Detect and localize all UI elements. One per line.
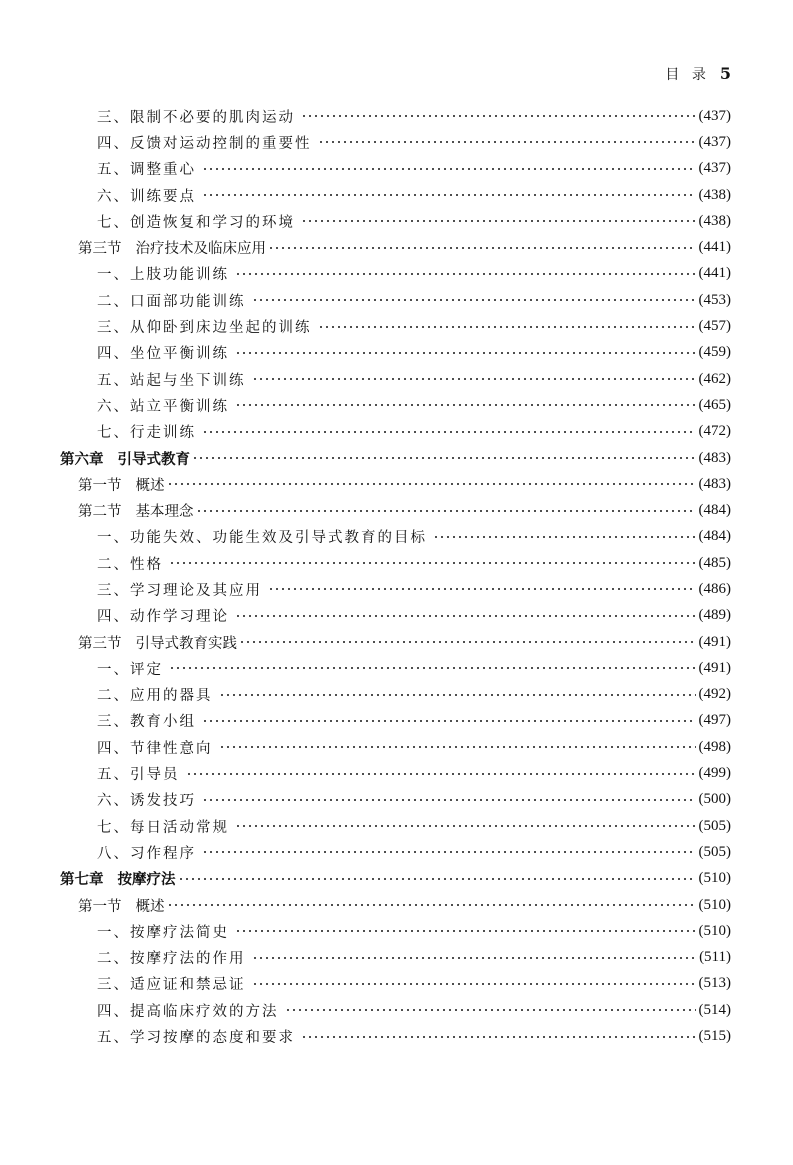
toc-chapter-entry[interactable]: [60, 866, 731, 892]
toc-item-entry[interactable]: [60, 261, 731, 287]
toc-item-entry[interactable]: [60, 734, 731, 760]
section-title: 引导式教育实践: [135, 635, 237, 652]
dot-leader: [239, 641, 696, 643]
toc-page-number: (462): [698, 370, 731, 387]
chapter-title: 引导式教育: [117, 451, 190, 468]
toc-entry-label: 二、应用的器具: [97, 688, 213, 705]
toc-entry-label: 五、调整重心: [97, 162, 196, 179]
dot-leader: [252, 378, 696, 380]
dot-leader: [252, 983, 696, 985]
toc-entry-label: 四、坐位平衡训练: [97, 346, 229, 363]
toc-entry-label: 三、教育小组: [97, 714, 196, 731]
toc-entry-label: [60, 448, 190, 469]
toc-chapter-entry[interactable]: [60, 445, 731, 471]
toc-entry-label: [78, 474, 165, 495]
toc-entry-label: 一、上肢功能训练: [97, 267, 229, 284]
toc-entry-label: 七、每日活动常规: [97, 819, 229, 836]
toc-item-entry[interactable]: [60, 419, 731, 445]
toc-entry-label: 三、学习理论及其应用: [97, 582, 262, 599]
dot-leader: [202, 168, 696, 170]
dot-leader: [186, 773, 696, 775]
section-title: 治疗技术及临床应用: [135, 241, 266, 258]
toc-item-entry[interactable]: [60, 682, 731, 708]
toc-item-entry[interactable]: [60, 997, 731, 1023]
dot-leader: [235, 404, 696, 406]
toc-page-number: (437): [698, 160, 731, 177]
dot-leader: [219, 694, 696, 696]
toc-item-entry[interactable]: [60, 839, 731, 865]
toc-entry-label: 七、创造恢复和学习的环境: [97, 214, 295, 231]
toc-page-number: (484): [698, 502, 731, 519]
toc-item-entry[interactable]: [60, 918, 731, 944]
toc-page-number: (438): [698, 186, 731, 203]
toc-page-number: (510): [698, 896, 731, 913]
toc-entry-label: [78, 632, 237, 653]
toc-item-entry[interactable]: [60, 971, 731, 997]
chapter-number: 第六章: [60, 451, 104, 468]
dot-leader: [167, 904, 696, 906]
toc-entry-label: 四、节律性意向: [97, 740, 213, 757]
toc-page-number: (514): [698, 1001, 731, 1018]
toc-item-entry[interactable]: [60, 182, 731, 208]
section-title: 基本理念: [135, 504, 194, 521]
toc-page-number: (472): [698, 423, 731, 440]
running-header: [665, 64, 731, 84]
toc-entry-label: [78, 237, 266, 258]
toc-page-number: (438): [698, 212, 731, 229]
toc-item-entry[interactable]: [60, 813, 731, 839]
toc-page-number: (492): [698, 686, 731, 703]
dot-leader: [202, 720, 696, 722]
dot-leader: [167, 483, 696, 485]
dot-leader: [202, 851, 696, 853]
toc-entry-label: 五、站起与坐下训练: [97, 372, 246, 389]
dot-leader: [178, 878, 696, 880]
dot-leader: [318, 326, 696, 328]
toc-entry-label: 一、评定: [97, 661, 163, 678]
dot-leader: [318, 141, 696, 143]
toc-entry-label: 二、口面部功能训练: [97, 293, 246, 310]
section-title: 概述: [135, 898, 165, 915]
dot-leader: [235, 273, 696, 275]
dot-leader: [196, 510, 696, 512]
toc-item-entry[interactable]: [60, 313, 731, 339]
toc-entry-label: 五、学习按摩的态度和要求: [97, 1030, 295, 1047]
toc-page-number: (498): [698, 738, 731, 755]
toc-page-number: (515): [698, 1028, 731, 1045]
dot-leader: [252, 299, 696, 301]
toc-page-number: (510): [698, 922, 731, 939]
toc-entry-label: [78, 895, 165, 916]
dot-leader: [202, 194, 696, 196]
toc-item-entry[interactable]: [60, 392, 731, 418]
toc-page-number: (510): [698, 870, 731, 887]
toc-entry-label: 四、反馈对运动控制的重要性: [97, 135, 312, 152]
toc-entry-label: 七、行走训练: [97, 425, 196, 442]
toc-item-entry[interactable]: [60, 287, 731, 313]
dot-leader: [202, 431, 696, 433]
toc-entry-label: 四、提高临床疗效的方法: [97, 1003, 279, 1020]
toc-page-number: (483): [698, 475, 731, 492]
toc-item-entry[interactable]: [60, 524, 731, 550]
toc-page-number: (465): [698, 396, 731, 413]
toc-item-entry[interactable]: [60, 156, 731, 182]
dot-leader: [301, 1036, 696, 1038]
section-number: 第一节: [78, 898, 122, 915]
toc-entry-label: 四、动作学习理论: [97, 609, 229, 626]
toc-page-number: (441): [698, 239, 731, 256]
dot-leader: [301, 220, 696, 222]
toc-page-number: (511): [699, 949, 731, 966]
toc-page-number: (459): [698, 344, 731, 361]
toc-item-entry[interactable]: [60, 576, 731, 602]
dot-leader: [285, 1009, 696, 1011]
toc-item-entry[interactable]: [60, 603, 731, 629]
toc-entry-label: 六、训练要点: [97, 188, 196, 205]
toc-page-number: (485): [698, 554, 731, 571]
dot-leader: [235, 930, 696, 932]
toc-item-entry[interactable]: [60, 208, 731, 234]
toc-item-entry[interactable]: [60, 708, 731, 734]
toc-item-entry[interactable]: [60, 550, 731, 576]
toc-item-entry[interactable]: [60, 945, 731, 971]
section-number: 第三节: [78, 241, 122, 258]
dot-leader: [235, 352, 696, 354]
toc-item-entry[interactable]: [60, 1023, 731, 1049]
toc-page-number: (441): [698, 265, 731, 282]
section-number: 第三节: [78, 635, 122, 652]
header-title: 目 录: [665, 67, 710, 83]
dot-leader: [192, 457, 696, 459]
toc-section-entry[interactable]: [60, 497, 731, 523]
toc-item-entry[interactable]: [60, 655, 731, 681]
toc-entry-label: 一、按摩疗法简史: [97, 924, 229, 941]
toc-entry-label: 二、性格: [97, 556, 163, 573]
chapter-number: 第七章: [60, 872, 104, 889]
toc-section-entry[interactable]: [60, 629, 731, 655]
toc-page-number: (489): [698, 607, 731, 624]
toc-section-entry[interactable]: [60, 234, 731, 260]
toc-entry-label: 五、引导员: [97, 767, 180, 784]
toc-item-entry[interactable]: [60, 340, 731, 366]
toc-page-number: (491): [698, 659, 731, 676]
toc-entry-label: 一、功能失效、功能生效及引导式教育的目标: [97, 530, 427, 547]
toc-page-number: (437): [698, 107, 731, 124]
section-number: 第二节: [78, 504, 122, 521]
dot-leader: [219, 746, 696, 748]
toc-item-entry[interactable]: [60, 103, 731, 129]
chapter-title: 按摩疗法: [117, 872, 176, 889]
toc-item-entry[interactable]: [60, 129, 731, 155]
toc-page-number: (505): [698, 817, 731, 834]
toc-page-number: (437): [698, 133, 731, 150]
toc-entry-label: [78, 500, 194, 521]
toc-page-number: (491): [698, 633, 731, 650]
dot-leader: [169, 562, 696, 564]
toc-page-number: (483): [698, 449, 731, 466]
toc-page-number: (484): [698, 528, 731, 545]
dot-leader: [202, 799, 696, 801]
toc-entry-label: 八、习作程序: [97, 845, 196, 862]
toc-item-entry[interactable]: [60, 760, 731, 786]
toc-section-entry[interactable]: [60, 471, 731, 497]
toc-page-number: (486): [698, 580, 731, 597]
toc-entry-label: 三、从仰卧到床边坐起的训练: [97, 320, 312, 337]
toc-page-number: (513): [698, 975, 731, 992]
toc-page-number: (497): [698, 712, 731, 729]
toc-page-number: (499): [698, 765, 731, 782]
toc-page-number: (457): [698, 318, 731, 335]
dot-leader: [169, 667, 696, 669]
section-number: 第一节: [78, 477, 122, 494]
dot-leader: [268, 247, 696, 249]
toc-page-number: (505): [698, 843, 731, 860]
page-number: 5: [719, 64, 731, 83]
toc-entry-label: 六、诱发技巧: [97, 793, 196, 810]
toc-page-number: (500): [698, 791, 731, 808]
section-title: 概述: [135, 477, 165, 494]
dot-leader: [235, 825, 696, 827]
dot-leader: [301, 115, 696, 117]
table-of-contents: [60, 103, 731, 1050]
toc-entry-label: 六、站立平衡训练: [97, 398, 229, 415]
toc-item-entry[interactable]: [60, 366, 731, 392]
toc-entry-label: 二、按摩疗法的作用: [97, 951, 246, 968]
toc-entry-label: 三、适应证和禁忌证: [97, 977, 246, 994]
dot-leader: [252, 957, 697, 959]
dot-leader: [235, 615, 696, 617]
toc-entry-label: 三、限制不必要的肌肉运动: [97, 109, 295, 126]
dot-leader: [268, 588, 696, 590]
toc-page-number: (453): [698, 291, 731, 308]
toc-item-entry[interactable]: [60, 787, 731, 813]
dot-leader: [433, 536, 696, 538]
toc-entry-label: [60, 868, 176, 889]
toc-section-entry[interactable]: [60, 892, 731, 918]
